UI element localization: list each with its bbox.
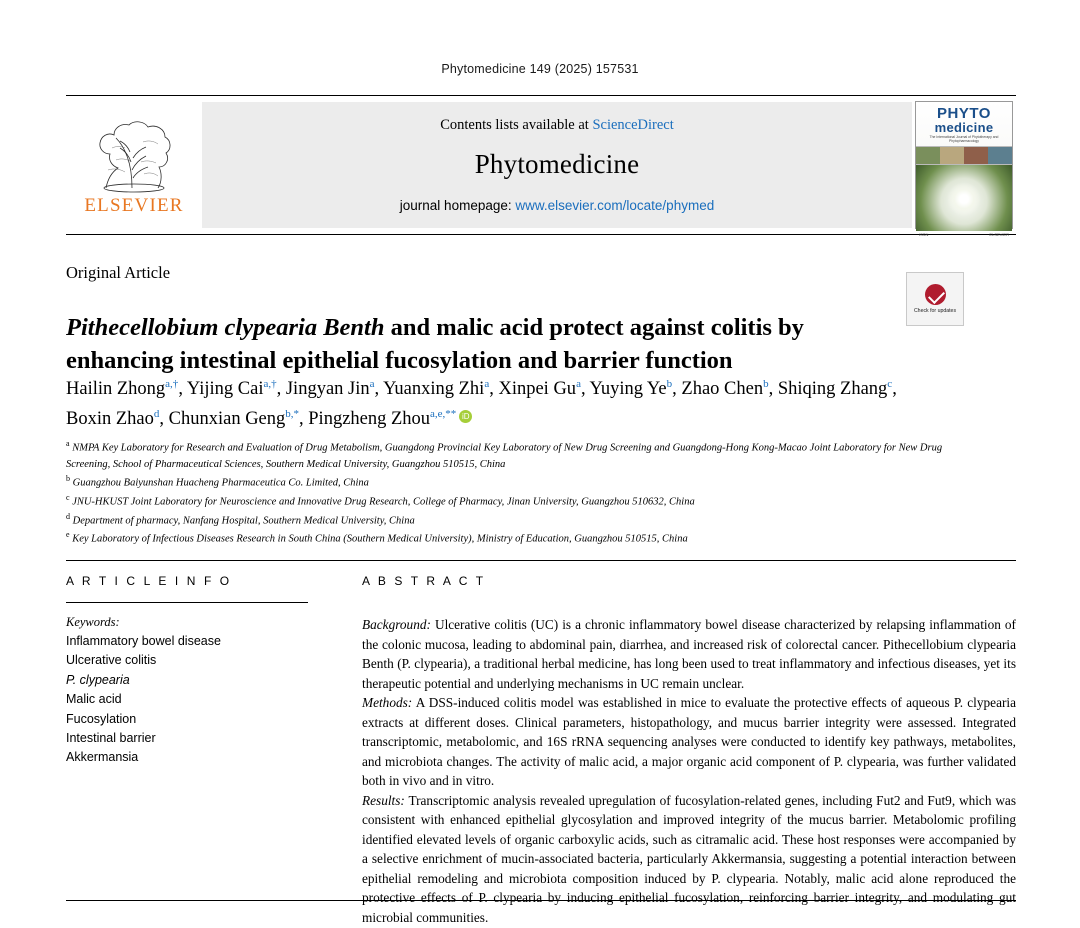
- keywords-label: Keywords:: [66, 615, 120, 629]
- affiliation-marker: d: [66, 511, 70, 521]
- divider-top: [66, 560, 1016, 561]
- author[interactable]: [590, 379, 673, 399]
- contents-prefix: Contents lists available at: [440, 117, 593, 133]
- author[interactable]: [66, 379, 178, 399]
- contents-line: [440, 117, 674, 134]
- homepage-line: [400, 198, 714, 213]
- keyword-item: Inflammatory bowel disease: [66, 634, 221, 648]
- abstract-paragraph: [362, 615, 1016, 693]
- cover-subtitle: The International Journal of Phytotherapy and Phytopharmacology: [929, 135, 999, 144]
- author-affil-marker: a,†: [263, 377, 277, 390]
- abstract-paragraph: [362, 693, 1016, 791]
- affiliation-list: [66, 438, 946, 548]
- author-name: Yijing Cai: [186, 379, 264, 399]
- author-name: Pingzheng Zhou: [308, 408, 431, 429]
- author-list: Hailin Zhong$^{a,\dagger}$, Yijing Cai$^{a,\dagger}$, Jingyan Jin$^a$, Yuanxing Zhi$^a$, Xinpei Gu$^a$, Yuying Ye$^b$, Zhao Chen$^b$, Shiqing Zhang$^c$, Boxin Zhao$^d$, Chunxian Geng$^{b,*}$, Pingzheng Zhou$^{a,e,**}$iD: [66, 375, 926, 434]
- abstract-label: Methods:: [362, 695, 413, 711]
- author-name: Yuanxing Zhi: [383, 379, 485, 399]
- affiliation-text: NMPA Key Laboratory for Research and Evaluation of Drug Metabolism, Guangdong Provincial Key Laboratory of New Drug Screening and Guangdong-Hong Kong-Macao Joint Laboratory for New Drug Screening, School of Pharmaceutical Sciences, Southern Medical University, Guangzhou 510515, China: [66, 442, 943, 470]
- keyword-item: Akkermansia: [66, 750, 139, 765]
- affiliation-text: Key Laboratory of Infectious Diseases Research in South China (Southern Medical University), Ministry of Education, Guangzhou 510515, China: [72, 533, 688, 545]
- affiliation-text: Guangzhou Baiyunshan Huacheng Pharmaceutica Co. Limited, China: [72, 477, 369, 489]
- author-affil-marker: b,*: [285, 407, 300, 420]
- affiliation-marker: a: [66, 439, 70, 448]
- abstract-body: [362, 615, 1016, 928]
- affiliation-marker: b: [66, 474, 70, 484]
- running-head: Phytomedicine 149 (2025) 157531: [441, 62, 639, 76]
- keyword-item: Fucosylation: [66, 711, 137, 726]
- author[interactable]: [187, 379, 277, 399]
- cover-flower-icon: [947, 182, 981, 216]
- author-name: Shiqing Zhang: [777, 379, 888, 399]
- author-affil-marker: b: [666, 377, 673, 390]
- cover-foot-right: ELSEVIER: [989, 231, 1009, 237]
- author-affil-marker: a,e,**: [430, 407, 457, 420]
- article-info-rule: [66, 602, 308, 603]
- abstract-label: Background:: [362, 617, 431, 632]
- crossmark-icon: [925, 284, 946, 305]
- abstract-heading: A B S T R A C T: [362, 574, 486, 588]
- author-name: Zhao Chen: [681, 379, 764, 399]
- author[interactable]: [286, 379, 375, 399]
- abstract-text: Transcriptomic analysis revealed upregulation of fucosylation-related genes, including Fut2 and Fut9, which was consistent with enhanced epithelial glycosylation and improved integrity of the mucus barrier. Metabolomic profiling identified elevated levels of organic carboxylic acids, such as citramalic acid. These host responses were accompanied by a selective enrichment of mucin-associated bacteria, particularly Akkermansia, suggesting a potential interaction between epithelial remodeling and microbiota composition induced by P. clypearia. Notably, malic acid alone reproduced the protective effects of P. clypearia by inducing epithelial fucosylation, reinforcing barrier integrity, and modulating gut microbial communities.: [362, 792, 1016, 925]
- author[interactable]: [498, 379, 580, 399]
- elsevier-tree-icon: [86, 118, 182, 194]
- author[interactable]: [169, 409, 299, 429]
- title-rest: and malic acid protect against colitis by enhancing intestinal epithelial fucosylation and barrier function: [66, 314, 804, 374]
- sciencedirect-link[interactable]: ScienceDirect: [592, 117, 674, 133]
- author[interactable]: [681, 379, 768, 399]
- affiliation: [66, 438, 946, 473]
- author-name: Xinpei Gu: [498, 379, 577, 399]
- keyword-item: Malic acid: [66, 692, 122, 707]
- abstract-text: A DSS-induced colitis model was established in mice to evaluate the protective effects of aqueous P. clypearia extracts at different doses. Clinical parameters, histopathology, and mucus barrier integrity were assessed. Integrated transcriptomic, metabolomic, and 16S rRNA sequencing analyses were conducted to identify key pathways, metabolites, and microbiota changes. The activity of malic acid, a major organic acid component of P. clypearia, was further validated both in vivo and in vitro.: [362, 695, 1016, 789]
- keyword-item: Ulcerative colitis: [66, 653, 157, 668]
- cover-image-strip: [916, 146, 1012, 165]
- keyword-item: Intestinal barrier: [66, 730, 156, 745]
- title-species: Pithecellobium clypearia Benth: [66, 314, 385, 342]
- abstract-column: [362, 574, 1016, 928]
- orcid-icon[interactable]: [459, 410, 472, 423]
- author-name: Jingyan Jin: [285, 379, 370, 399]
- affiliation-marker: e: [66, 530, 70, 540]
- author-affil-marker: a: [576, 377, 581, 390]
- author[interactable]: [778, 379, 892, 399]
- author[interactable]: [383, 379, 489, 399]
- keyword-item: P. clypearia: [66, 672, 130, 687]
- affiliation-text: JNU-HKUST Joint Laboratory for Neuroscience and Innovative Drug Research, College of Pharmacy, Jinan University, Guangzhou 510632, China: [72, 496, 695, 508]
- affiliation: [66, 473, 946, 492]
- cover-title-line1: PHYTO: [937, 105, 991, 122]
- author-name: Chunxian Geng: [168, 408, 286, 429]
- page-title: [66, 312, 896, 377]
- homepage-prefix: journal homepage:: [399, 198, 516, 213]
- abstract-label: Results:: [362, 792, 405, 808]
- crossmark-badge[interactable]: [906, 272, 964, 326]
- author[interactable]: [308, 409, 456, 429]
- author-affil-marker: b: [763, 377, 769, 390]
- author-affil-marker: a,†: [165, 377, 179, 390]
- author-name: Yuying Ye: [589, 379, 667, 399]
- cover-footer: [916, 231, 1012, 238]
- cover-foot-left: ISSN: [919, 231, 929, 237]
- author-affil-marker: d: [153, 407, 160, 420]
- author-name: Hailin Zhong: [66, 379, 166, 399]
- article-type: Original Article: [66, 263, 171, 282]
- abstract-text: Ulcerative colitis (UC) is a chronic inflammatory bowel disease characterized by relapsing inflammation of the colonic mucosa, leading to abdominal pain, diarrhea, and increased risk of colorectal cancer. Pithecellobium clypearia Benth (P. clypearia), a traditional herbal medicine, has long been used to treat inflammatory and infectious diseases, yet its therapeutic potential and underlying mechanisms in UC remain unclear.: [362, 617, 1016, 691]
- journal-banner: [202, 102, 912, 228]
- author-affil-marker: c: [887, 377, 893, 390]
- journal-homepage-link[interactable]: www.elsevier.com/locate/phymed: [515, 198, 715, 213]
- elsevier-wordmark: ELSEVIER: [84, 194, 184, 216]
- affiliation-text: Department of pharmacy, Nanfang Hospital, Southern Medical University, China: [72, 515, 415, 527]
- cover-photo: [916, 165, 1012, 231]
- abstract-paragraph: [362, 791, 1016, 928]
- author[interactable]: [66, 409, 159, 429]
- author-name: Boxin Zhao: [66, 408, 154, 429]
- author-affil-marker: a: [484, 377, 490, 390]
- article-info-heading: A R T I C L E I N F O: [66, 574, 232, 588]
- elsevier-logo: [66, 96, 202, 234]
- journal-cover-thumbnail: [912, 96, 1016, 237]
- journal-masthead: [66, 95, 1016, 235]
- cover-title-line2: medicine: [934, 120, 994, 135]
- affiliation: [66, 511, 946, 530]
- crossmark-label: Check for updates: [913, 307, 957, 314]
- author-affil-marker: a: [369, 377, 375, 390]
- affiliation-marker: c: [66, 492, 70, 502]
- affiliation: [66, 529, 946, 548]
- affiliation: [66, 492, 946, 511]
- journal-title: Phytomedicine: [474, 149, 640, 179]
- article-info-column: [66, 574, 316, 768]
